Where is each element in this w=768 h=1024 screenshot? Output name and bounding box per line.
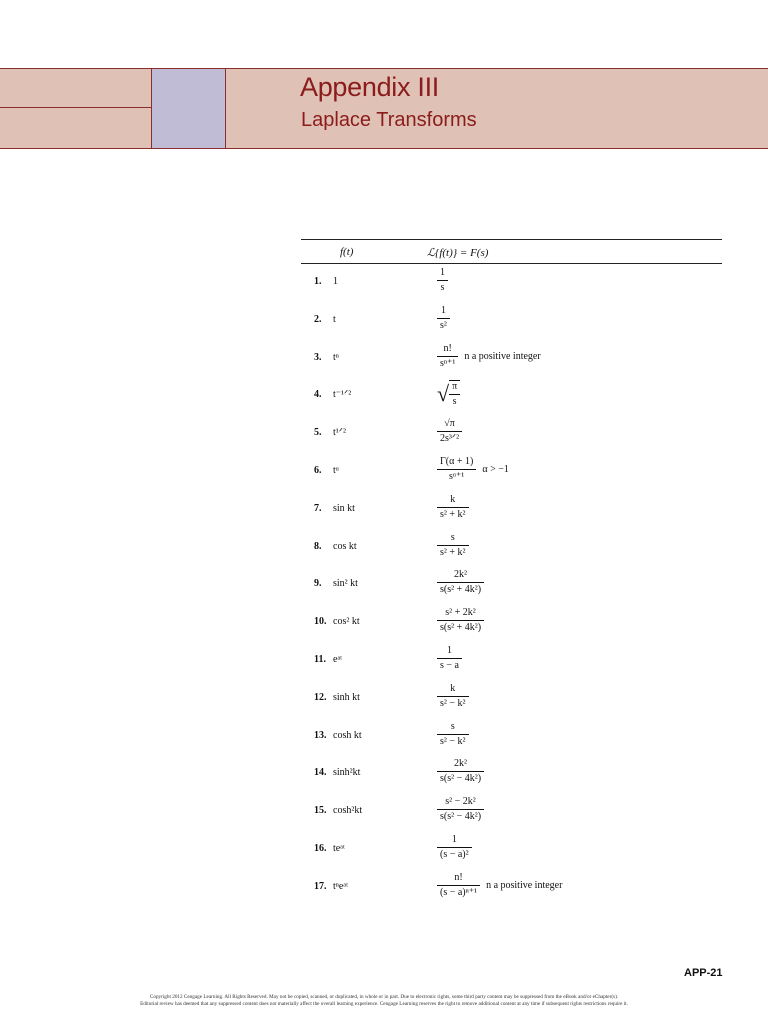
denominator: s(s² − 4k²) [440, 773, 482, 784]
numerator: s [437, 721, 469, 735]
table-row [0, 565, 768, 603]
denominator: s² − k² [440, 736, 466, 747]
fraction [437, 683, 469, 710]
copyright-notice [60, 994, 708, 1008]
fraction [437, 532, 469, 559]
numerator: s² + 2k² [437, 607, 484, 621]
function-ft: cosh kt [333, 730, 362, 741]
row-number: 8. [314, 541, 322, 552]
table-row [0, 641, 768, 679]
row-number: 5. [314, 427, 322, 438]
row-number: 1. [314, 276, 322, 287]
function-ft: t [333, 314, 336, 325]
condition-note: α > −1 [482, 464, 509, 475]
fraction [437, 645, 462, 672]
function-ft: sinh kt [333, 692, 360, 703]
numerator: 1 [437, 267, 448, 281]
condition-note: n a positive integer [486, 880, 563, 891]
function-ft: 1 [333, 276, 338, 287]
table-row [0, 414, 768, 452]
function-ft: t⁻¹ᐟ² [333, 389, 352, 400]
denominator: s [452, 396, 457, 407]
function-ft: teᵃᵗ [333, 843, 345, 854]
row-number: 11. [314, 654, 326, 665]
denominator: s² + k² [440, 509, 466, 520]
numerator: √π [437, 418, 462, 432]
denominator: 2s³ᐟ² [440, 433, 460, 444]
table-row [0, 603, 768, 641]
table-row [0, 263, 768, 301]
fraction [437, 456, 476, 483]
denominator: sⁿ⁺¹ [440, 358, 456, 369]
table-row [0, 679, 768, 717]
transform-fs [437, 607, 484, 634]
transform-fs [437, 569, 484, 596]
fraction [437, 494, 469, 521]
row-number: 4. [314, 389, 322, 400]
table-row [0, 792, 768, 830]
function-ft: sin² kt [333, 578, 358, 589]
row-number: 15. [314, 805, 327, 816]
denominator: s − a [440, 660, 459, 671]
fraction [437, 569, 484, 596]
denominator: s² + k² [440, 547, 466, 558]
transform-fs [437, 834, 472, 861]
row-number: 2. [314, 314, 322, 325]
table-row [0, 717, 768, 755]
numerator: π [449, 381, 460, 395]
numerator: k [437, 494, 469, 508]
fraction [449, 381, 460, 408]
transform-fs [437, 532, 469, 559]
table-row [0, 376, 768, 414]
function-ft: sin kt [333, 503, 355, 514]
transform-fs [437, 645, 462, 672]
copyright-line-1: Copyright 2012 Cengage Learning. All Rights Reserved. May not be copied, scanned, or duplicated, in whole or in part. Due to electronic rights, some third party content may be suppressed from the eBook and/or eChapter(s). [149, 994, 619, 1000]
function-ft: cos² kt [333, 616, 360, 627]
numerator: Γ(α + 1) [437, 456, 476, 470]
row-number: 16. [314, 843, 327, 854]
denominator: s(s² − 4k²) [440, 811, 482, 822]
appendix-subtitle: Laplace Transforms [301, 109, 477, 131]
table-row [0, 452, 768, 490]
function-ft: tᵅ [333, 465, 339, 476]
numerator: 1 [437, 834, 472, 848]
transform-fs [437, 721, 469, 748]
numerator: n! [437, 343, 458, 357]
fraction [437, 305, 450, 332]
table-row [0, 490, 768, 528]
table-row [0, 528, 768, 566]
function-ft: cos kt [333, 541, 357, 552]
transform-fs [437, 494, 469, 521]
numerator: 2k² [437, 758, 484, 772]
denominator: s [440, 282, 445, 293]
function-ft: sinh²kt [333, 767, 361, 778]
denominator: s² − k² [440, 698, 466, 709]
copyright-line-2: Editorial review has deemed that any suppressed content does not materially affect the overall learning experience. Cengage Learning reserves the right to remove additional content at any time if subsequent rights restrictions require it. [140, 1001, 628, 1007]
row-number: 13. [314, 730, 327, 741]
function-ft: cosh²kt [333, 805, 363, 816]
row-number: 9. [314, 578, 322, 589]
radical-sign: √ [437, 381, 450, 406]
fraction [437, 758, 484, 785]
appendix-title: Appendix III [300, 72, 439, 102]
row-number: 10. [314, 616, 327, 627]
denominator: (s − a)ⁿ⁺¹ [440, 887, 478, 898]
table-row [0, 830, 768, 868]
denominator: s² [440, 320, 447, 331]
numerator: s [437, 532, 469, 546]
banner-color-block [151, 69, 226, 148]
function-ft: tⁿeᵃᵗ [333, 881, 349, 892]
row-number: 17. [314, 881, 327, 892]
denominator: sᵅ⁺¹ [449, 471, 465, 482]
fraction [437, 721, 469, 748]
numerator: 1 [437, 305, 450, 319]
table-row [0, 868, 768, 906]
numerator: n! [437, 872, 480, 886]
denominator: s(s² + 4k²) [440, 622, 482, 633]
numerator: k [437, 683, 469, 697]
transform-fs [437, 872, 562, 899]
fraction [437, 834, 472, 861]
transform-fs [437, 796, 484, 823]
fraction [437, 796, 484, 823]
column-header-laplace: ℒ{f(t)} = F(s) [427, 247, 489, 259]
page-number: APP-21 [684, 967, 723, 979]
row-number: 12. [314, 692, 327, 703]
numerator: 2k² [437, 569, 484, 583]
fraction [437, 343, 458, 370]
numerator: s² − 2k² [437, 796, 484, 810]
fraction [437, 607, 484, 634]
numerator: 1 [437, 645, 462, 659]
table-row [0, 301, 768, 339]
transform-fs [437, 305, 450, 332]
transform-fs [437, 758, 484, 785]
fraction [437, 267, 448, 294]
transform-fs [437, 683, 469, 710]
fraction [437, 418, 462, 445]
denominator: (s − a)² [440, 849, 469, 860]
sqrt-expression [437, 380, 460, 408]
column-header-ft: f(t) [340, 246, 354, 258]
row-number: 3. [314, 352, 322, 363]
condition-note: n a positive integer [464, 351, 541, 362]
table-top-rule [301, 239, 722, 240]
radicand [449, 380, 460, 408]
function-ft: tⁿ [333, 352, 339, 363]
denominator: s(s² + 4k²) [440, 584, 482, 595]
transform-fs [437, 267, 448, 294]
row-number: 7. [314, 503, 322, 514]
transform-fs [437, 456, 509, 483]
banner-divider [0, 107, 151, 108]
function-ft: eᵃᵗ [333, 654, 343, 665]
table-row [0, 339, 768, 377]
transform-fs [437, 380, 460, 408]
row-number: 14. [314, 767, 327, 778]
table-row [0, 754, 768, 792]
transform-fs [437, 418, 462, 445]
function-ft: t¹ᐟ² [333, 427, 347, 438]
row-number: 6. [314, 465, 322, 476]
fraction [437, 872, 480, 899]
transform-fs [437, 343, 541, 370]
